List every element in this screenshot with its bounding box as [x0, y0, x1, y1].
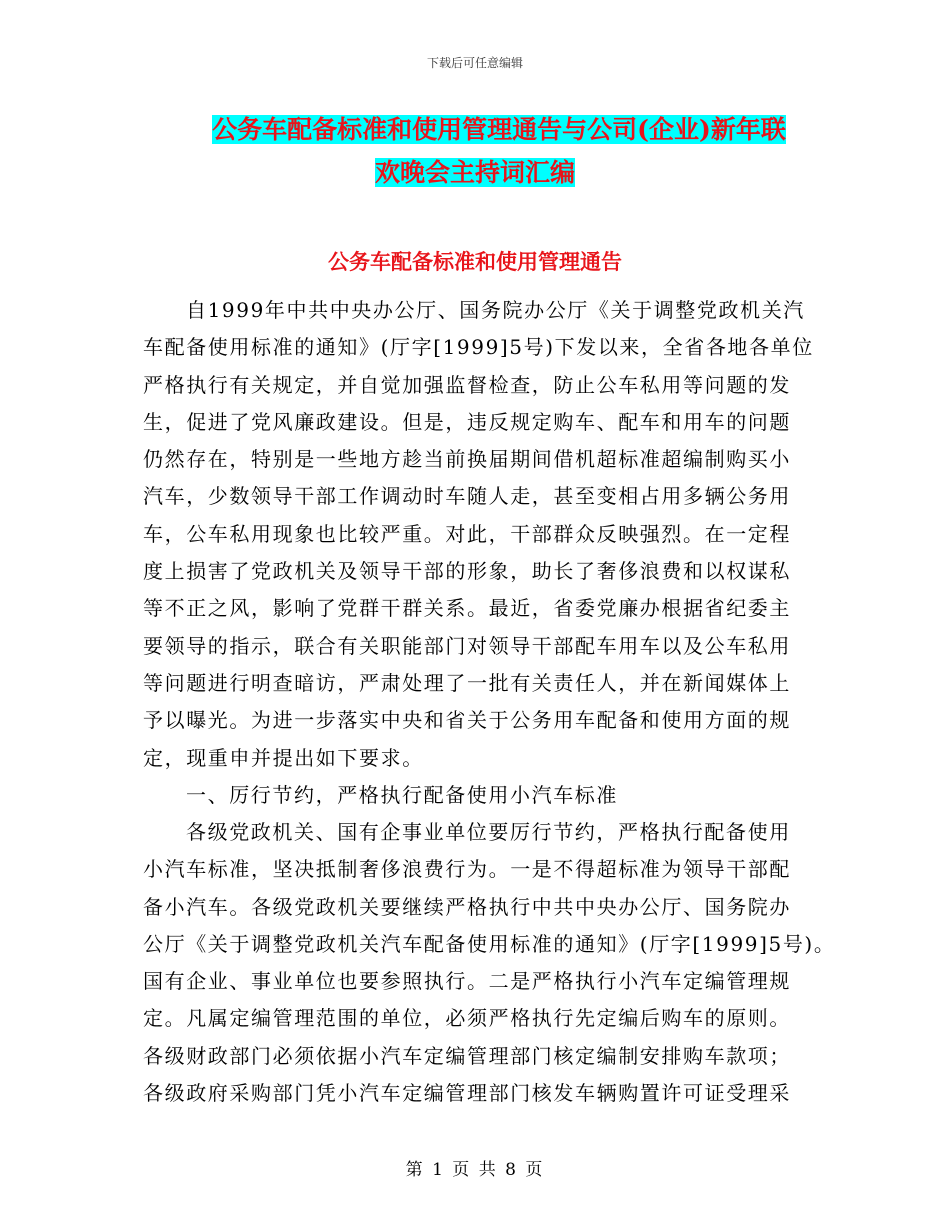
document-title-line-2 — [0, 156, 950, 190]
subheading-1 — [143, 777, 823, 814]
paragraph-line: 小汽车标准，坚决抵制奢侈浪费行为。一是不得超标准为领导干部配 — [143, 857, 791, 882]
paragraph-line: 汽车，少数领导干部工作调动时车随人走，甚至变相占用多辆公务用 — [143, 484, 791, 509]
page-footer: 第 1 页 共 8 页 — [405, 1160, 545, 1180]
paragraph-line: 各级党政机关、国有企事业单位要厉行节约，严格执行配备使用 — [186, 820, 791, 844]
paragraph-line: 国有企业、事业单位也要参照执行。二是严格执行小汽车定编管理规 — [143, 969, 791, 994]
paragraph-line: 度上损害了党政机关及领导干部的形象，助长了奢侈浪费和以权谋私 — [143, 559, 791, 584]
paragraph-line: 仍然存在，特别是一些地方趁当前换届期间借机超标准超编制购买小 — [143, 447, 791, 472]
paragraph-line: 等不正之风，影响了党群干群关系。最近，省委党廉办根据省纪委主 — [143, 596, 791, 621]
title-highlight-2: 欢晚会主持词汇编 — [374, 158, 575, 187]
paragraph-line: 定，现重申并提出如下要求。 — [143, 745, 424, 770]
paragraph-2 — [143, 814, 836, 1112]
paragraph-line: 车，公车私用现象也比较严重。对此，干部群众反映强烈。在一定程 — [143, 521, 791, 546]
paragraph-line: 等问题进行明查暗访，严肃处理了一批有关责任人，并在新闻媒体上 — [143, 670, 791, 695]
paragraph-line: 要领导的指示，联合有关职能部门对领导干部配车用车以及公车私用 — [143, 633, 791, 658]
paragraph-line: 予以曝光。为进一步落实中央和省关于公务用车配备和使用方面的规 — [143, 708, 791, 733]
paragraph-line: 备小汽车。各级党政机关要继续严格执行中共中央办公厅、国务院办 — [143, 894, 791, 919]
paragraph-line: 公厅《关于调整党政机关汽车配备使用标准的通知》(厅字[1999]5号)。 — [143, 931, 836, 956]
paragraph-1 — [143, 292, 823, 777]
header-note: 下载后可任意编辑 — [426, 56, 523, 70]
paragraph-line: 各级财政部门必须依据小汽车定编管理部门核定编制安排购车款项； — [143, 1043, 791, 1068]
document-title-line-1 — [0, 113, 950, 147]
paragraph-line: 定。凡属定编管理范围的单位，必须严格执行先定编后购车的原则。 — [143, 1006, 791, 1031]
paragraph-line: 各级政府采购部门凭小汽车定编管理部门核发车辆购置许可证受理采 — [143, 1081, 791, 1106]
title-highlight-1: 公务车配备标准和使用管理通告与公司(企业)新年联 — [212, 115, 786, 144]
paragraph-line: 生，促进了党风廉政建设。但是，违反规定购车、配车和用车的问题 — [143, 409, 791, 434]
section-heading: 公务车配备标准和使用管理通告 — [328, 249, 622, 274]
paragraph-line: 车配备使用标准的通知》(厅字[1999]5号)下发以来，全省各地各单位 — [143, 335, 814, 360]
paragraph-line: 严格执行有关规定，并自觉加强监督检查，防止公车私用等问题的发 — [143, 372, 791, 397]
paragraph-line: 自1999年中共中央办公厅、国务院办公厅《关于调整党政机关汽 — [186, 298, 805, 322]
subheading-text: 一、厉行节约，严格执行配备使用小汽车标准 — [186, 783, 618, 807]
